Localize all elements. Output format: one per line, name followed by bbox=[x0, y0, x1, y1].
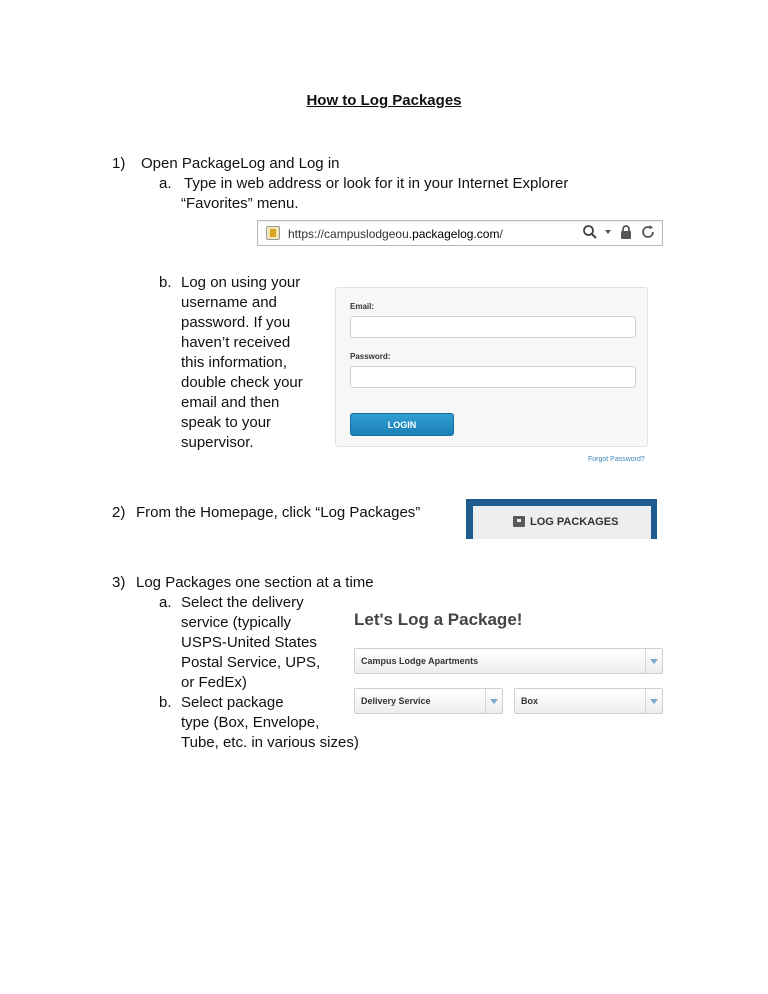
login-button[interactable]: LOGIN bbox=[350, 413, 454, 436]
property-value: Campus Lodge Apartments bbox=[361, 656, 479, 666]
step3a-line: or FedEx) bbox=[181, 674, 247, 691]
password-field[interactable] bbox=[350, 366, 636, 388]
step3b-line: Tube, etc. in various sizes) bbox=[181, 734, 359, 751]
step3b-line: Select package bbox=[181, 694, 284, 711]
chevron-down-icon bbox=[645, 649, 662, 673]
step1b-line: supervisor. bbox=[181, 434, 254, 451]
email-label: Email: bbox=[350, 302, 375, 311]
step3a-line: USPS-United States bbox=[181, 634, 317, 651]
step1a-line2: “Favorites” menu. bbox=[181, 195, 299, 212]
step1a-letter: a. bbox=[159, 175, 172, 192]
step2-text: From the Homepage, click “Log Packages” bbox=[136, 504, 421, 521]
step1b-line: this information, bbox=[181, 354, 287, 371]
step1b-letter: b. bbox=[159, 274, 172, 291]
step3b-line: type (Box, Envelope, bbox=[181, 714, 320, 731]
step1-text: Open PackageLog and Log in bbox=[141, 155, 340, 172]
step3b-letter: b. bbox=[159, 694, 172, 711]
step1b-line: haven’t received bbox=[181, 334, 291, 351]
browser-address-bar[interactable] bbox=[257, 220, 663, 246]
step1b-line: password. If you bbox=[181, 314, 291, 331]
package-type-value: Box bbox=[521, 696, 539, 706]
password-label: Password: bbox=[350, 352, 391, 361]
step3a-line: Postal Service, UPS, bbox=[181, 654, 321, 671]
step3a-letter: a. bbox=[159, 594, 172, 611]
step3-text: Log Packages one section at a time bbox=[136, 574, 374, 591]
log-packages-label: LOG PACKAGES bbox=[530, 516, 619, 528]
chevron-down-icon bbox=[645, 689, 662, 713]
step1b-line: double check your bbox=[181, 374, 303, 391]
site-favicon-icon bbox=[266, 226, 280, 240]
step1b-line: speak to your bbox=[181, 414, 272, 431]
package-form-heading: Let's Log a Package! bbox=[354, 610, 523, 629]
delivery-service-value: Delivery Service bbox=[361, 696, 431, 706]
step3-number: 3) bbox=[112, 574, 126, 591]
property-select[interactable] bbox=[354, 648, 663, 674]
page-title: How to Log Packages bbox=[306, 92, 462, 109]
step3a-line: Select the delivery bbox=[181, 594, 304, 611]
step1b-line: email and then bbox=[181, 394, 280, 411]
chevron-down-icon[interactable] bbox=[604, 224, 612, 240]
step3a-line: service (typically bbox=[181, 614, 292, 631]
package-type-select[interactable] bbox=[514, 688, 663, 714]
step1b-line: Log on using your bbox=[181, 274, 301, 291]
log-packages-button[interactable] bbox=[473, 506, 651, 539]
step2-number: 2) bbox=[112, 504, 126, 521]
package-icon bbox=[513, 516, 525, 527]
chevron-down-icon bbox=[485, 689, 502, 713]
log-packages-panel bbox=[466, 499, 657, 539]
login-form bbox=[335, 287, 648, 447]
step1b-line: username and bbox=[181, 294, 277, 311]
search-icon[interactable] bbox=[582, 224, 598, 240]
forgot-password-link[interactable]: Forgot Password? bbox=[588, 456, 645, 463]
address-url[interactable]: https://campuslodgeou.packagelog.com/ bbox=[288, 227, 503, 241]
email-field[interactable] bbox=[350, 316, 636, 338]
lock-icon[interactable] bbox=[618, 224, 634, 240]
refresh-icon[interactable] bbox=[640, 224, 656, 240]
step1-number: 1) bbox=[112, 155, 126, 172]
step1a-line1: Type in web address or look for it in your Internet Explorer bbox=[184, 175, 569, 192]
delivery-service-select[interactable] bbox=[354, 688, 503, 714]
